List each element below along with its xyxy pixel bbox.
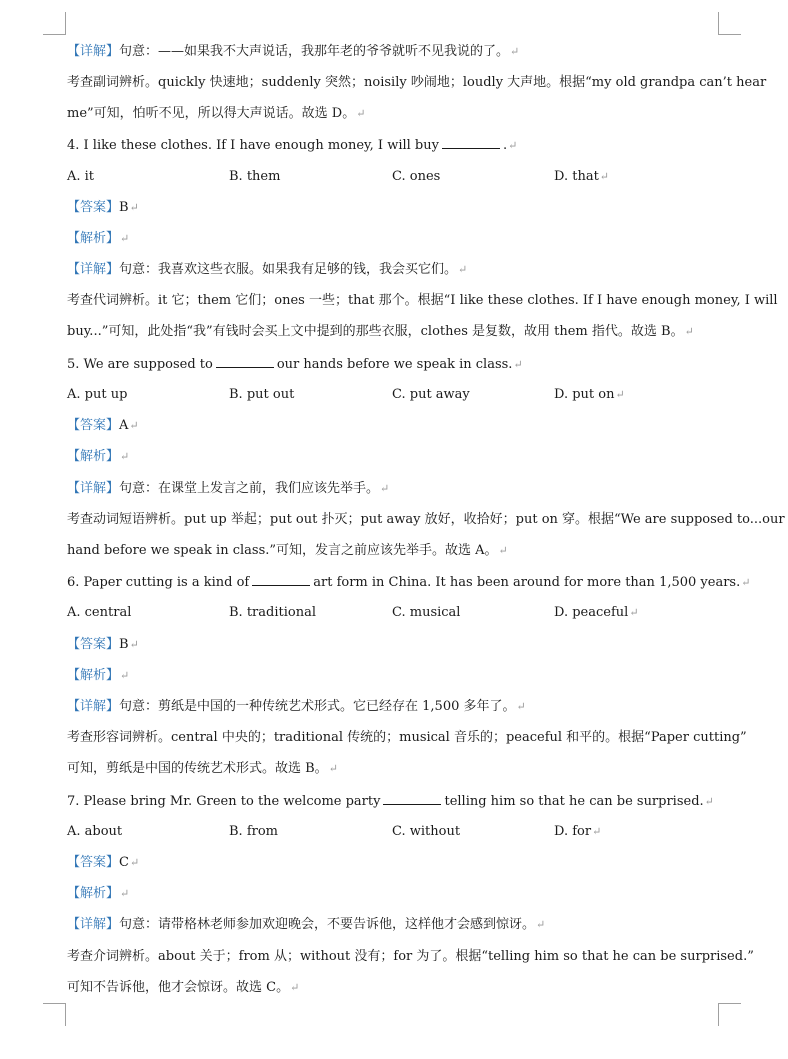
option-b: B. put out — [229, 387, 295, 402]
option-d: D. that↵ — [554, 169, 610, 184]
paragraph-mark: ↵ — [592, 825, 602, 838]
detail-tag: 【详解】 — [67, 917, 120, 932]
option-a: A. put up — [67, 387, 128, 402]
paragraph-mark: ↵ — [290, 981, 300, 994]
option-d: D. for↵ — [554, 824, 602, 839]
paragraph-mark: ↵ — [129, 201, 139, 214]
detail-tag: 【详解】 — [67, 44, 120, 59]
paragraph-mark: ↵ — [629, 606, 639, 619]
paragraph-mark: ↵ — [508, 139, 518, 152]
option-b: B. traditional — [229, 605, 316, 620]
page-corner-mark — [43, 1003, 66, 1026]
paragraph-mark: ↵ — [120, 232, 130, 245]
q6-analysis-tag: 【解析】↵ — [67, 668, 130, 683]
q5-answer: 【答案】A↵ — [67, 418, 139, 433]
q5-stem: 5. We are supposed to our hands before we speak in class.↵ — [67, 357, 523, 372]
answer-tag: 【答案】 — [67, 418, 120, 433]
paragraph-mark: ↵ — [356, 107, 366, 120]
q4-analysis-tag: 【解析】↵ — [67, 231, 130, 246]
option-c: C. ones — [392, 169, 441, 184]
paragraph-mark: ↵ — [704, 795, 714, 808]
paragraph-mark: ↵ — [380, 482, 390, 495]
option-a: A. it — [67, 169, 95, 184]
q4-detail: 【详解】句意：我喜欢这些衣服。如果我有足够的钱，我会买它们。↵ — [67, 262, 468, 277]
option-c: C. without — [392, 824, 461, 839]
paragraph-mark: ↵ — [120, 450, 130, 463]
paragraph-mark: ↵ — [615, 388, 625, 401]
answer-tag: 【答案】 — [67, 637, 120, 652]
paragraph-mark: ↵ — [458, 263, 468, 276]
option-d: D. peaceful↵ — [554, 605, 639, 620]
q6-stem: 6. Paper cutting is a kind of art form in China. It has been around for more than 1,500 years.↵ — [67, 575, 751, 590]
paragraph-mark: ↵ — [120, 887, 130, 900]
paragraph-mark: ↵ — [129, 638, 139, 651]
q7-stem: 7. Please bring Mr. Green to the welcome party telling him so that he can be surprised.↵ — [67, 794, 714, 809]
option-c: C. put away — [392, 387, 470, 402]
answer-tag: 【答案】 — [67, 200, 120, 215]
paragraph-mark: ↵ — [513, 358, 523, 371]
option-b: B. them — [229, 169, 281, 184]
paragraph-mark: ↵ — [120, 669, 130, 682]
paragraph-mark: ↵ — [129, 856, 140, 869]
answer-blank — [383, 792, 441, 805]
option-b: B. from — [229, 824, 278, 839]
q4-answer: 【答案】B↵ — [67, 200, 139, 215]
option-d: D. put on↵ — [554, 387, 625, 402]
q4-analysis-line: buy...”可知，此处指“我”有钱时会买上文中提到的那些衣服，clothes 是复数，故用 them 指代。故选 B。↵ — [67, 324, 694, 339]
paragraph-mark: ↵ — [741, 576, 751, 589]
q7-analysis-line: 考查介词辨析。about 关于；from 从；without 没有；for 为了。根据“telling him so that he can be surprised.” — [67, 949, 754, 964]
q6-analysis-line: 考查形容词辨析。central 中央的；traditional 传统的；musical 音乐的；peaceful 和平的。根据“Paper cutting” — [67, 730, 747, 745]
detail-tag: 【详解】 — [67, 699, 120, 714]
q7-answer: 【答案】C↵ — [67, 855, 140, 870]
q4-analysis-line: 考查代词辨析。it 它；them 它们；ones 一些；that 那个。根据“I like these clothes. If I have enough money, I will — [67, 293, 778, 308]
paragraph-mark: ↵ — [599, 170, 610, 183]
paragraph-mark: ↵ — [516, 700, 526, 713]
option-c: C. musical — [392, 605, 461, 620]
answer-blank — [442, 136, 500, 149]
q3-analysis-line: me”可知，怕听不见，所以得大声说话。故选 D。↵ — [67, 106, 366, 121]
q5-analysis-tag: 【解析】↵ — [67, 449, 130, 464]
detail-tag: 【详解】 — [67, 262, 120, 277]
paragraph-mark: ↵ — [129, 419, 139, 432]
answer-tag: 【答案】 — [67, 855, 120, 870]
page-corner-mark — [718, 12, 741, 35]
paragraph-mark: ↵ — [328, 762, 338, 775]
detail-tag: 【详解】 — [67, 481, 120, 496]
page-corner-mark — [718, 1003, 741, 1026]
option-a: A. about — [67, 824, 123, 839]
option-a: A. central — [67, 605, 132, 620]
q6-detail: 【详解】句意：剪纸是中国的一种传统艺术形式。它已经存在 1,500 多年了。↵ — [67, 699, 526, 714]
page-corner-mark — [43, 12, 66, 35]
q3-detail: 【详解】句意：——如果我不大声说话，我那年老的爷爷就听不见我说的了。↵ — [67, 44, 520, 59]
q7-analysis-line: 可知不告诉他，他才会惊讶。故选 C。↵ — [67, 980, 300, 995]
q5-detail: 【详解】句意：在课堂上发言之前，我们应该先举手。↵ — [67, 481, 390, 496]
paragraph-mark: ↵ — [536, 918, 546, 931]
q4-stem: 4. I like these clothes. If I have enough money, I will buy .↵ — [67, 138, 518, 153]
q7-detail: 【详解】句意：请带格林老师参加欢迎晚会，不要告诉他，这样他才会感到惊讶。↵ — [67, 917, 546, 932]
answer-blank — [252, 573, 310, 586]
q6-analysis-line: 可知，剪纸是中国的传统艺术形式。故选 B。↵ — [67, 761, 338, 776]
paragraph-mark: ↵ — [510, 45, 520, 58]
paragraph-mark: ↵ — [498, 544, 508, 557]
q7-analysis-tag: 【解析】↵ — [67, 886, 130, 901]
paragraph-mark: ↵ — [684, 325, 694, 338]
q5-analysis-line: 考查动词短语辨析。put up 举起；put out 扑灭；put away 放好，收拾好；put on 穿。根据“We are supposed to...our — [67, 512, 785, 527]
q5-analysis-line: hand before we speak in class.”可知，发言之前应该先举手。故选 A。↵ — [67, 543, 508, 558]
q6-answer: 【答案】B↵ — [67, 637, 139, 652]
answer-blank — [216, 355, 274, 368]
q3-analysis-line: 考查副词辨析。quickly 快速地；suddenly 突然；noisily 吵闹地；loudly 大声地。根据“my old grandpa can’t hear — [67, 75, 767, 90]
